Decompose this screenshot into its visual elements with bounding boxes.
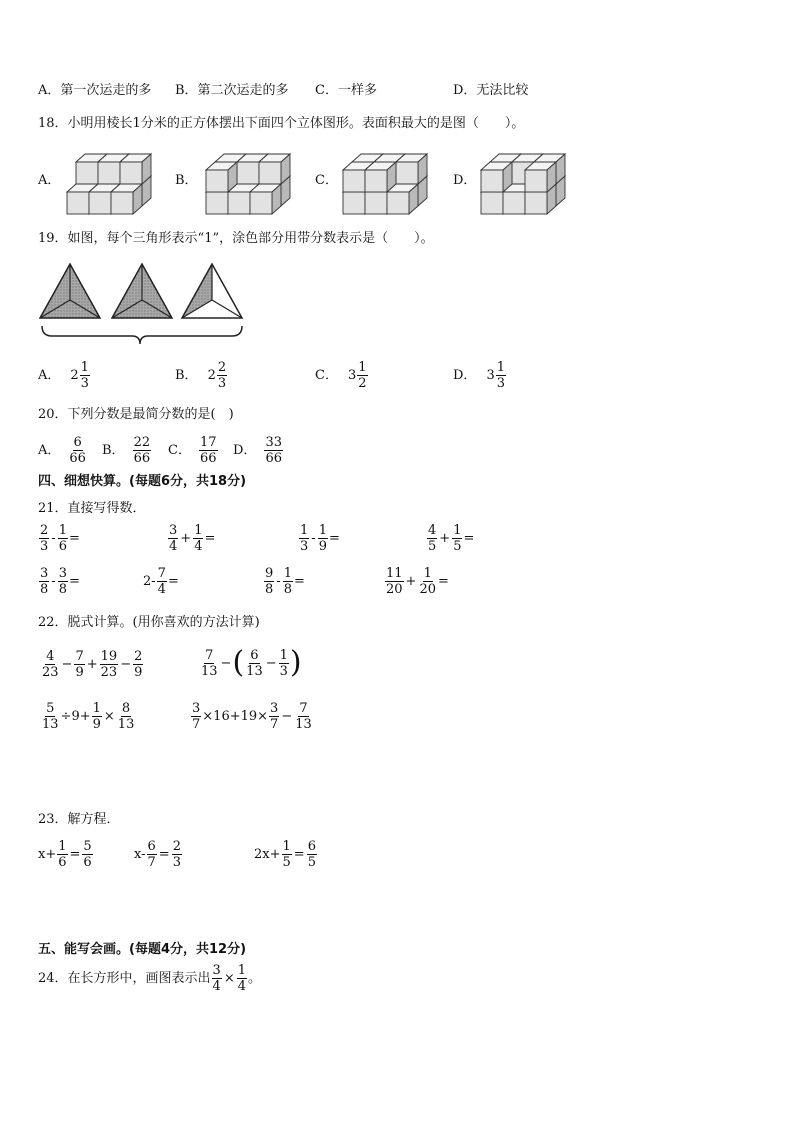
mixed-fraction <box>217 361 227 390</box>
numerator: 17 <box>199 435 217 450</box>
fraction <box>172 840 182 869</box>
numerator: 22 <box>133 435 151 450</box>
q24-stem <box>38 964 261 993</box>
option-label: B． <box>175 368 198 383</box>
expression <box>315 361 369 390</box>
section-5-title: 五、能写会画。(每题4分，共12分) <box>38 942 247 957</box>
q19-option-c[interactable] <box>315 361 369 390</box>
fraction <box>200 649 219 678</box>
denominator: 7 <box>270 717 279 732</box>
operator: × <box>103 709 115 724</box>
expression: $\frac{9}{8}$ - $\frac{1}{8}$ = <box>265 566 305 597</box>
fraction <box>245 649 264 678</box>
expression: $\frac{7}{13}$ − ( $\frac{6}{13}$ − $\frac{1}{3}$ ) <box>201 645 302 680</box>
denominator: 5 <box>453 539 462 554</box>
operator: − <box>265 655 277 671</box>
fraction <box>264 567 274 596</box>
cube-figure-c <box>340 144 430 218</box>
fraction <box>418 567 437 596</box>
denominator: 9 <box>318 539 327 554</box>
expression <box>102 436 152 465</box>
expression: $\frac{3}{4}$ + $\frac{1}{4}$ = <box>169 523 216 554</box>
numerator: 1 <box>496 360 505 375</box>
fraction <box>385 567 404 596</box>
fraction <box>58 524 68 553</box>
numerator: 1 <box>80 360 89 375</box>
fraction <box>41 702 60 731</box>
numerator: 7 <box>299 701 308 716</box>
fraction <box>199 436 218 465</box>
cube <box>120 154 151 184</box>
q17-option-a[interactable]: A．第一次运走的多 <box>38 83 152 98</box>
numerator: 19 <box>100 649 118 664</box>
numerator: 3 <box>212 963 221 978</box>
numerator: 8 <box>121 701 131 716</box>
denominator: 3 <box>40 539 49 554</box>
q23-equation-1[interactable] <box>38 840 94 869</box>
fraction <box>57 840 67 869</box>
numerator: 5 <box>83 839 92 854</box>
expression: $\frac{3}{7}$ ×16+19× $\frac{3}{7}$ − $\frac{7}{13}$ <box>192 701 312 732</box>
q17-option-b[interactable]: B．第二次运走的多 <box>175 83 289 98</box>
expression <box>168 436 219 465</box>
numerator: 7 <box>157 566 166 581</box>
fraction <box>279 649 289 678</box>
fraction <box>39 524 49 553</box>
expression: $\frac{11}{20}$ + $\frac{1}{20}$ = <box>386 566 449 597</box>
numerator: 33 <box>265 435 282 450</box>
operator: - <box>311 531 316 546</box>
q23-equation-2[interactable] <box>134 840 183 869</box>
numerator: 3 <box>270 701 279 716</box>
fraction <box>264 436 283 465</box>
q22-expression-4[interactable] <box>190 702 314 731</box>
cube <box>481 162 512 192</box>
cube-figure-a <box>64 144 154 218</box>
numerator: 4 <box>428 523 437 538</box>
numerator: 1 <box>283 566 292 581</box>
cube <box>365 162 396 192</box>
q18-option-c[interactable]: C． <box>315 173 338 188</box>
q20-option-c[interactable] <box>168 436 219 465</box>
expression: 2- $\frac{7}{4}$ = <box>143 566 179 597</box>
denominator: 8 <box>40 582 49 597</box>
expression: x- $\frac{6}{7}$ = $\frac{2}{3}$ <box>134 839 181 870</box>
denominator: 23 <box>42 665 59 680</box>
numerator: 6 <box>73 435 82 450</box>
denominator: 3 <box>300 539 309 554</box>
expression <box>233 436 284 465</box>
q19-option-d[interactable] <box>453 361 507 390</box>
option-label: D． <box>233 443 257 458</box>
fraction <box>58 567 68 596</box>
operator: = <box>69 847 81 862</box>
denominator: 4 <box>194 539 203 554</box>
q20-stem: 20．下列分数是最简分数的是( ) <box>38 407 234 422</box>
numerator: 5 <box>46 701 55 716</box>
numerator: 3 <box>192 701 201 716</box>
q22-stem: 22．脱式计算。(用你喜欢的方法计算) <box>38 615 260 630</box>
numerator: 6 <box>307 839 316 854</box>
numerator: 3 <box>169 523 178 538</box>
mixed-fraction <box>357 361 367 390</box>
numerator: 1 <box>300 523 309 538</box>
cube <box>387 184 418 214</box>
fraction <box>318 524 328 553</box>
fraction <box>147 840 157 869</box>
expression: x+ $\frac{1}{6}$ = $\frac{5}{6}$ <box>38 839 92 870</box>
fraction <box>74 650 84 679</box>
operator: = <box>158 847 170 862</box>
denominator: 4 <box>237 979 247 994</box>
expression: $\frac{5}{13}$ ÷9+ $\frac{1}{9}$ × $\frac{8}{13}$ <box>42 701 135 732</box>
operator: − <box>120 657 132 672</box>
expression: $\frac{1}{3}$ - $\frac{1}{9}$ = <box>300 523 340 554</box>
q21-item-3[interactable] <box>298 524 340 553</box>
q20-option-b[interactable] <box>102 436 152 465</box>
q21-item-6[interactable] <box>143 567 179 596</box>
mixed-whole: 2 <box>207 368 216 383</box>
denominator: 3 <box>496 376 505 391</box>
fraction <box>133 436 152 465</box>
numerator: 1 <box>237 963 247 978</box>
denominator: 13 <box>42 717 59 732</box>
fraction <box>68 436 87 465</box>
q17-option-c[interactable]: C．一样多 <box>315 83 377 98</box>
q19-option-b[interactable] <box>175 361 228 390</box>
fraction <box>117 702 136 731</box>
numerator: 1 <box>282 839 291 854</box>
numerator: 1 <box>358 360 367 375</box>
numerator: 1 <box>58 523 67 538</box>
fraction <box>133 650 143 679</box>
numerator: 3 <box>58 566 67 581</box>
numerator: 1 <box>423 566 432 581</box>
numerator: 7 <box>75 649 84 664</box>
operator: + <box>86 657 98 672</box>
section-4-title: 四、细想快算。(每题6分，共18分) <box>38 474 247 489</box>
numerator: 6 <box>250 647 259 663</box>
operator: - <box>276 574 281 589</box>
numerator: 2 <box>40 523 49 538</box>
operator: + <box>439 531 451 546</box>
denominator: 7 <box>192 717 201 732</box>
denominator: 13 <box>117 717 135 732</box>
denominator: 5 <box>282 855 291 870</box>
denominator: 9 <box>134 665 143 680</box>
numerator: 1 <box>58 839 67 854</box>
denominator: 13 <box>295 717 312 732</box>
denominator: 3 <box>217 376 227 391</box>
option-label: A． <box>38 368 61 383</box>
q21-stem: 21．直接写得数． <box>38 501 146 516</box>
denominator: 5 <box>428 539 437 554</box>
q18-option-a[interactable]: A． <box>38 173 61 188</box>
numerator: 3 <box>40 566 49 581</box>
fraction <box>193 524 203 553</box>
denominator: 3 <box>279 663 288 679</box>
q17-option-d[interactable]: D．无法比较 <box>453 83 529 98</box>
denominator: 3 <box>172 855 181 870</box>
numerator: 7 <box>205 647 214 663</box>
fraction <box>82 840 92 869</box>
cube <box>259 154 290 184</box>
numerator: 1 <box>453 523 462 538</box>
q21-item-5[interactable] <box>38 567 80 596</box>
q19-option-a[interactable] <box>38 361 91 390</box>
fraction <box>282 840 292 869</box>
operator: + <box>180 531 192 546</box>
mixed-fraction <box>496 361 506 390</box>
denominator: 20 <box>419 582 436 597</box>
fraction <box>41 650 60 679</box>
fraction <box>307 840 317 869</box>
fraction <box>39 567 49 596</box>
q22-expression-1[interactable] <box>40 650 144 679</box>
numerator: 1 <box>92 701 101 716</box>
option-label: B． <box>102 443 125 458</box>
fraction <box>299 524 309 553</box>
q22-expression-3[interactable] <box>40 702 136 731</box>
cube <box>111 184 142 214</box>
expression: $\frac{4}{5}$ + $\frac{1}{5}$ = <box>428 523 475 554</box>
q18-stem: 18．小明用棱长1分米的正方体摆出下面四个立体图形。表面积最大的是图（ ）。 <box>38 116 525 131</box>
denominator: 13 <box>246 663 263 679</box>
denominator: 4 <box>169 539 178 554</box>
fraction <box>452 524 462 553</box>
denominator: 6 <box>58 539 67 554</box>
option-label: C． <box>315 368 338 383</box>
denominator: 23 <box>100 665 118 680</box>
triangles-figure <box>36 256 248 352</box>
operator: - <box>51 574 56 589</box>
numerator: 2 <box>134 649 143 664</box>
expression <box>453 361 507 390</box>
denominator: 8 <box>283 582 292 597</box>
operator: − <box>281 709 293 724</box>
q21-item-7[interactable] <box>263 567 305 596</box>
denominator: 4 <box>212 979 221 994</box>
numerator: 6 <box>147 839 156 854</box>
denominator: 2 <box>358 376 367 391</box>
q18-option-d[interactable]: D． <box>453 173 477 188</box>
numerator: 2 <box>217 360 227 375</box>
cube <box>525 162 556 192</box>
q19-stem: 19．如图，每个三角形表示“1”，涂色部分用带分数表示是（ ）。 <box>38 231 434 246</box>
operator: = <box>293 847 305 862</box>
mixed-whole: 3 <box>486 368 495 383</box>
expression <box>175 361 228 390</box>
mixed-whole: 3 <box>347 368 357 383</box>
numerator: 9 <box>265 566 274 581</box>
operator: - <box>51 531 56 546</box>
numerator: 1 <box>318 523 327 538</box>
mixed-fraction <box>80 361 90 390</box>
numerator: 2 <box>172 839 181 854</box>
option-label: D． <box>453 368 477 383</box>
expression: $\frac{3}{8}$ - $\frac{3}{8}$ = <box>40 566 80 597</box>
expression <box>38 436 88 465</box>
denominator: 8 <box>265 582 274 597</box>
fraction <box>191 702 201 731</box>
option-label: C． <box>168 443 191 458</box>
operator: − <box>220 655 232 671</box>
cube <box>206 162 237 192</box>
q23-equation-3[interactable] <box>254 840 318 869</box>
denominator: 66 <box>133 451 151 466</box>
q21-item-8[interactable] <box>384 567 449 596</box>
q18-option-b[interactable]: B． <box>175 173 198 188</box>
expression: $\frac{2}{3}$ - $\frac{1}{6}$ = <box>40 523 80 554</box>
q22-expression-2[interactable] <box>199 645 302 680</box>
fraction <box>237 964 247 993</box>
q21-item-1[interactable] <box>38 524 80 553</box>
operator: − <box>61 657 73 672</box>
numerator: 11 <box>386 566 403 581</box>
fraction <box>269 702 279 731</box>
mixed-whole: 2 <box>70 368 79 383</box>
q23-stem: 23．解方程． <box>38 812 120 827</box>
q20-option-a[interactable] <box>38 436 88 465</box>
denominator: 3 <box>80 376 89 391</box>
operator: × <box>223 971 235 986</box>
expression: 24．在长方形中，画图表示出 $\frac{3}{4}$ × $\frac{1}{4}$ 。 <box>38 963 262 994</box>
cube <box>396 154 427 184</box>
cube-figure-b <box>203 144 293 218</box>
q21-item-2[interactable] <box>167 524 215 553</box>
numerator: 1 <box>279 647 288 663</box>
denominator: 8 <box>58 582 67 597</box>
numerator: 1 <box>194 523 203 538</box>
fraction <box>168 524 178 553</box>
fraction <box>283 567 293 596</box>
denominator: 66 <box>199 451 217 466</box>
fraction <box>212 964 222 993</box>
fraction <box>100 650 119 679</box>
expression: 2x+ $\frac{1}{5}$ = $\frac{6}{5}$ <box>254 839 316 870</box>
cube-figure-d <box>478 144 568 218</box>
denominator: 5 <box>307 855 316 870</box>
denominator: 20 <box>386 582 403 597</box>
q21-item-4[interactable] <box>426 524 474 553</box>
fraction <box>157 567 167 596</box>
denominator: 6 <box>58 855 67 870</box>
denominator: 66 <box>69 451 86 466</box>
option-label: A． <box>38 443 61 458</box>
denominator: 66 <box>265 451 282 466</box>
operator: + <box>405 574 417 589</box>
denominator: 4 <box>157 582 166 597</box>
fraction <box>92 702 102 731</box>
denominator: 9 <box>92 717 101 732</box>
fraction <box>294 702 313 731</box>
denominator: 7 <box>147 855 156 870</box>
q20-option-d[interactable] <box>233 436 284 465</box>
expression <box>38 361 91 390</box>
denominator: 13 <box>201 663 218 679</box>
numerator: 4 <box>46 649 55 664</box>
denominator: 9 <box>75 665 84 680</box>
fraction <box>427 524 437 553</box>
cube <box>250 184 281 214</box>
denominator: 6 <box>83 855 92 870</box>
expression <box>40 650 144 679</box>
